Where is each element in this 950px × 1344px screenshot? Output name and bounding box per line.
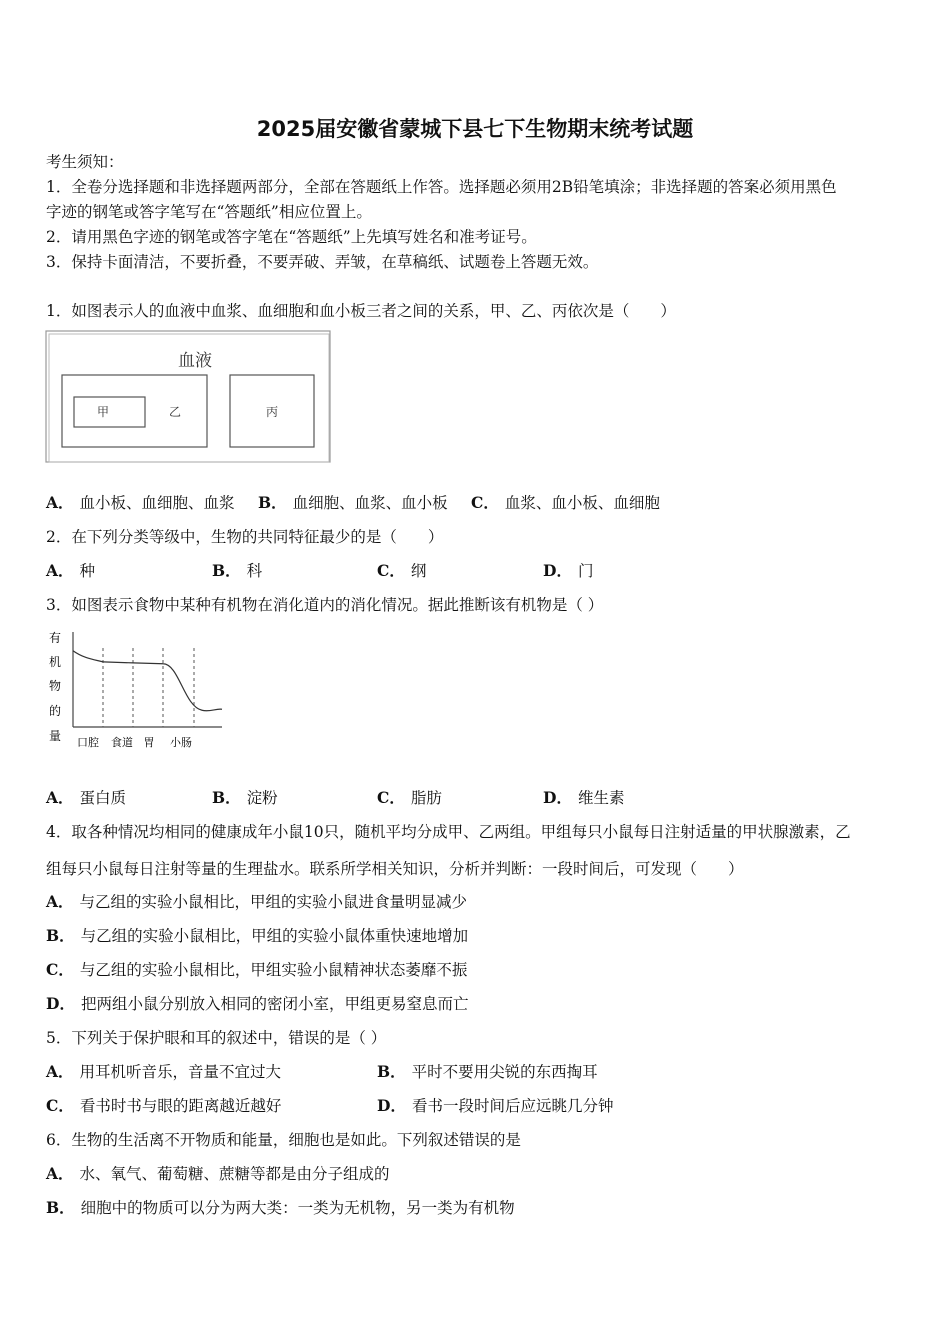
q1-stem: 1．如图表示人的血液中血浆、血细胞和血小板三者之间的关系，甲、乙、丙依次是（ ） — [46, 302, 676, 320]
q6-option-a — [46, 1164, 390, 1184]
option-text: 用耳机听音乐，音量不宜过大 — [79, 1063, 282, 1081]
q2-option-c — [377, 561, 426, 581]
option-letter: D． — [543, 788, 572, 807]
q5-option-d — [377, 1096, 613, 1116]
q1-option-a — [46, 493, 235, 513]
q4-option-b — [46, 926, 468, 946]
option-text: 血浆、血小板、血细胞 — [504, 494, 660, 512]
notice-line-1b: 字迹的钢笔或答字笔写在“答题纸”相应位置上。 — [46, 203, 372, 221]
series-line-organic-matter — [73, 651, 222, 711]
q3-option-c — [377, 788, 442, 808]
q6-option-b — [46, 1198, 515, 1218]
q2-option-d — [543, 561, 593, 581]
option-letter: B． — [212, 561, 241, 580]
notice-heading: 考生须知： — [46, 153, 124, 171]
option-letter: C． — [471, 493, 499, 512]
option-letter: A． — [46, 561, 74, 580]
option-text: 细胞中的物质可以分为两大类：一类为无机物，另一类为有机物 — [80, 1199, 515, 1217]
option-letter: B． — [377, 1062, 406, 1081]
option-letter: B． — [46, 1198, 75, 1217]
diagram-label-a: 甲 — [96, 405, 110, 419]
option-letter: A． — [46, 788, 74, 807]
option-text: 蛋白质 — [79, 789, 127, 807]
q3-digestion-chart — [44, 626, 226, 754]
diagram-label-c: 丙 — [265, 405, 279, 419]
option-letter: C． — [377, 561, 405, 580]
q5-option-c — [46, 1096, 281, 1116]
option-text: 淀粉 — [246, 789, 278, 807]
option-text: 看书时书与眼的距离越近越好 — [79, 1097, 282, 1115]
q6-stem: 6．生物的生活离不开物质和能量，细胞也是如此。下列叙述错误的是 — [46, 1131, 521, 1149]
option-letter: A． — [46, 1164, 74, 1183]
q1-option-b — [258, 493, 448, 513]
y-label-char: 量 — [48, 729, 62, 743]
option-letter: D． — [46, 994, 75, 1013]
option-letter: D． — [543, 561, 572, 580]
option-text: 水、氧气、葡萄糖、蔗糖等都是由分子组成的 — [79, 1165, 390, 1183]
q2-option-a — [46, 561, 95, 581]
option-text: 看书一段时间后应远眺几分钟 — [411, 1097, 614, 1115]
q1-option-c — [471, 493, 660, 513]
option-text: 血小板、血细胞、血浆 — [79, 494, 235, 512]
q2-stem: 2．在下列分类等级中，生物的共同特征最少的是（ ） — [46, 528, 444, 546]
q4-option-c — [46, 960, 467, 980]
x-tick-stomach: 胃 — [143, 736, 155, 749]
option-text: 门 — [577, 562, 594, 580]
q5-option-b — [377, 1062, 598, 1082]
option-text: 与乙组的实验小鼠相比，甲组的实验小鼠体重快速地增加 — [80, 927, 469, 945]
x-tick-oral: 口腔 — [77, 736, 99, 749]
option-letter: A． — [46, 892, 74, 911]
option-text: 脂肪 — [410, 789, 442, 807]
chart-y-label — [49, 631, 61, 743]
option-text: 纲 — [410, 562, 427, 580]
q4-stem-line-1: 4．取各种情况均相同的健康成年小鼠10只，随机平均分成甲、乙两组。甲组每只小鼠每日注射适量的甲状腺激素，乙 — [46, 823, 851, 841]
y-label-char: 的 — [48, 704, 62, 718]
diagram-label-blood: 血液 — [178, 351, 212, 371]
option-letter: D． — [377, 1096, 406, 1115]
option-letter: B． — [212, 788, 241, 807]
option-letter: B． — [46, 926, 75, 945]
option-text: 血细胞、血浆、血小板 — [292, 494, 448, 512]
option-letter: A． — [46, 1062, 74, 1081]
notice-line-3: 3．保持卡面清洁，不要折叠，不要弄破、弄皱，在草稿纸、试题卷上答题无效。 — [46, 253, 599, 271]
option-letter: A． — [46, 493, 74, 512]
option-letter: C． — [46, 960, 74, 979]
q1-blood-diagram — [45, 330, 333, 466]
diagram-label-b: 乙 — [168, 405, 182, 419]
page-title: 2025届安徽省蒙城下县七下生物期末统考试题 — [256, 117, 694, 141]
option-text: 科 — [246, 562, 263, 580]
option-letter: C． — [46, 1096, 74, 1115]
x-tick-esophagus: 食道 — [111, 736, 133, 749]
notice-line-2: 2．请用黑色字迹的钢笔或答字笔在“答题纸”上先填写姓名和准考证号。 — [46, 228, 537, 246]
q3-option-b — [212, 788, 278, 808]
q5-stem: 5．下列关于保护眼和耳的叙述中，错误的是（ ） — [46, 1029, 387, 1047]
q4-option-d — [46, 994, 468, 1014]
q3-option-a — [46, 788, 126, 808]
q5-option-a — [46, 1062, 281, 1082]
option-text: 种 — [79, 562, 96, 580]
q4-option-a — [46, 892, 467, 912]
q3-stem: 3．如图表示食物中某种有机物在消化道内的消化情况。据此推断该有机物是（ ） — [46, 596, 604, 614]
notice-line-1a: 1．全卷分选择题和非选择题两部分，全部在答题纸上作答。选择题必须用2B铅笔填涂；非选择题的答案必须用黑色 — [46, 178, 837, 196]
option-text: 把两组小鼠分别放入相同的密闭小室，甲组更易窒息而亡 — [80, 995, 469, 1013]
option-text: 与乙组的实验小鼠相比，甲组的实验小鼠进食量明显减少 — [79, 893, 468, 911]
q3-option-d — [543, 788, 624, 808]
y-label-char: 机 — [48, 655, 62, 669]
option-text: 平时不要用尖锐的东西掏耳 — [411, 1063, 598, 1081]
y-label-char: 有 — [48, 631, 62, 645]
y-label-char: 物 — [48, 679, 62, 693]
option-text: 与乙组的实验小鼠相比，甲组实验小鼠精神状态萎靡不振 — [79, 961, 468, 979]
q4-stem-line-2: 组每只小鼠每日注射等量的生理盐水。联系所学相关知识，分析并判断：一段时间后，可发现（ ） — [46, 860, 744, 878]
option-letter: C． — [377, 788, 405, 807]
q2-option-b — [212, 561, 262, 581]
option-text: 维生素 — [577, 789, 625, 807]
x-tick-small-intestine: 小肠 — [170, 736, 192, 749]
option-letter: B． — [258, 493, 287, 512]
